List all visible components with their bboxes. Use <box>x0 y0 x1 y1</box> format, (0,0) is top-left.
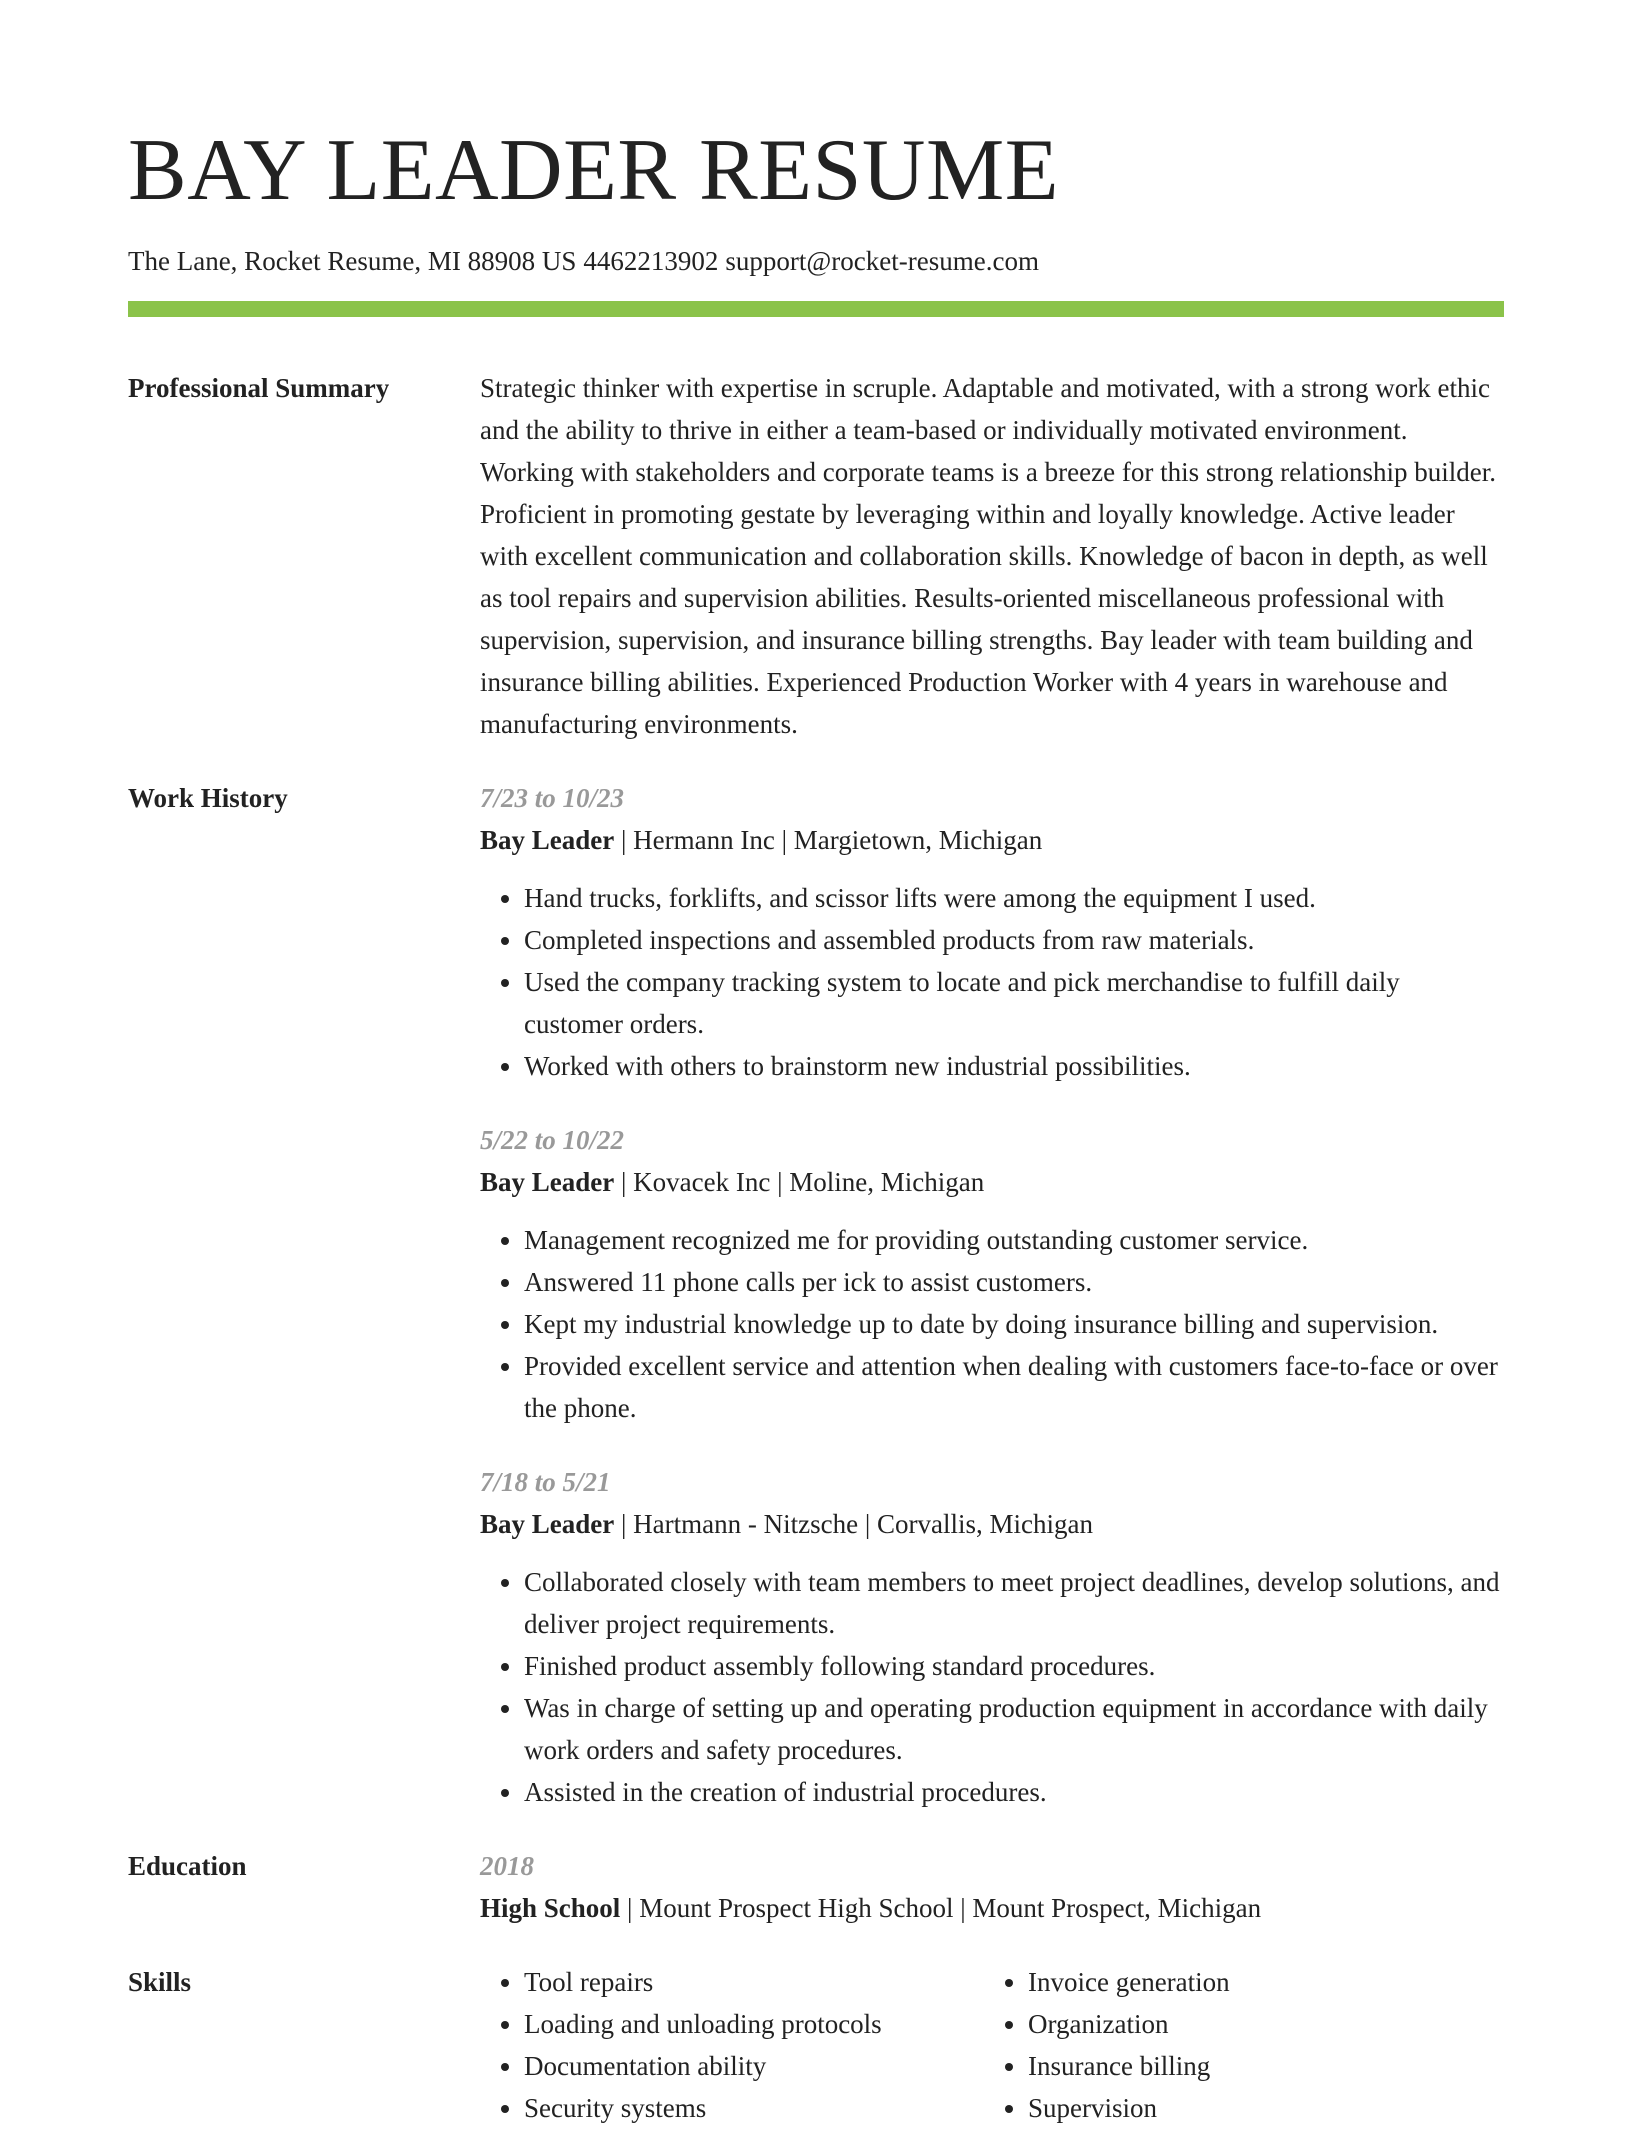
list-item: • Tool repairs <box>524 1961 984 2003</box>
job-details: | Kovacek Inc | Moline, Michigan <box>614 1167 985 1197</box>
work-history-label: Work History <box>128 783 288 813</box>
job-bullets <box>480 1219 1504 1429</box>
list-item: • Organization <box>1028 2003 1488 2045</box>
education-year: 2018 <box>480 1851 534 1881</box>
resume-page <box>128 0 1504 2129</box>
list-item: • Insurance billing <box>1028 2045 1488 2087</box>
job-dates: 7/18 to 5/21 <box>480 1467 611 1497</box>
job-dates: 7/23 to 10/23 <box>480 783 625 813</box>
job-details: | Hermann Inc | Margietown, Michigan <box>614 825 1043 855</box>
contact-line <box>128 244 1504 278</box>
education-role <box>480 1887 1504 1929</box>
education-section <box>128 1845 1504 1929</box>
job-role <box>480 1503 1504 1545</box>
skills-label: Skills <box>128 1967 192 1997</box>
job-bullets <box>480 877 1504 1087</box>
education-details: | Mount Prospect High School | Mount Prospect, Michigan <box>620 1893 1262 1923</box>
job-bullets <box>480 1561 1504 1813</box>
summary-text: Strategic thinker with expertise in scruple. Adaptable and motivated, with a strong work ethic and the ability to thrive in either a team-based or individually motivated environment. Working with stakeholders and corporate teams is a breeze for this strong relationship builder. Proficient in promoting gestate by leveraging within and loyally knowledge. Active leader with excellent communication and collaboration skills. Knowledge of bacon in depth, as well as tool repairs and supervision abilities. Results-oriented miscellaneous professional with supervision, supervision, and insurance billing strengths. Bay leader with team building and insurance billing abilities. Experienced Production Worker with 4 years in warehouse and manufacturing environments. <box>480 373 1497 739</box>
skills-body <box>480 1961 1504 2129</box>
education-label: Education <box>128 1851 247 1881</box>
summary-section <box>128 367 1504 745</box>
job-entry <box>480 1461 1504 1813</box>
skills-grid <box>480 1961 1504 2129</box>
list-item: • Was in charge of setting up and operating production equipment in accordance with daily work orders and safety procedures. <box>524 1687 1504 1771</box>
job-role <box>480 819 1504 861</box>
skills-column-1 <box>480 1961 984 2129</box>
list-item: • Management recognized me for providing outstanding customer service. <box>524 1219 1504 1261</box>
contact-email: support@rocket-resume.com <box>725 246 1039 276</box>
list-item: • Worked with others to brainstorm new industrial possibilities. <box>524 1045 1504 1087</box>
education-degree: High School <box>480 1893 621 1923</box>
list-item: • Loading and unloading protocols <box>524 2003 984 2045</box>
resume-title: BAY LEADER RESUME <box>128 122 1059 219</box>
list-item: • Answered 11 phone calls per ick to assist customers. <box>524 1261 1504 1303</box>
header-divider <box>128 301 1504 317</box>
list-item: • Documentation ability <box>524 2045 984 2087</box>
job-role <box>480 1161 1504 1203</box>
job-title: Bay Leader <box>480 825 615 855</box>
list-item: • Finished product assembly following standard procedures. <box>524 1645 1504 1687</box>
list-item: • Assisted in the creation of industrial procedures. <box>524 1771 1504 1813</box>
job-title: Bay Leader <box>480 1167 615 1197</box>
contact-phone: 4462213902 <box>583 246 719 276</box>
list-item: • Kept my industrial knowledge up to date by doing insurance billing and supervision. <box>524 1303 1504 1345</box>
list-item: • Invoice generation <box>1028 1961 1488 2003</box>
job-entry <box>480 1119 1504 1429</box>
list-item: • Collaborated closely with team members to meet project deadlines, develop solutions, and deliver project requirements. <box>524 1561 1504 1645</box>
list-item: • Provided excellent service and attention when dealing with customers face-to-face or over the phone. <box>524 1345 1504 1429</box>
work-history-body <box>480 777 1504 1813</box>
skills-section <box>128 1961 1504 2129</box>
list-item: • Hand trucks, forklifts, and scissor lifts were among the equipment I used. <box>524 877 1504 919</box>
list-item: • Used the company tracking system to locate and pick merchandise to fulfill daily customer orders. <box>524 961 1504 1045</box>
job-details: | Hartmann - Nitzsche | Corvallis, Michigan <box>614 1509 1093 1539</box>
list-item: • Completed inspections and assembled products from raw materials. <box>524 919 1504 961</box>
list-item: • Security systems <box>524 2087 984 2129</box>
job-entry <box>480 777 1504 1087</box>
education-body <box>480 1845 1504 1929</box>
skills-column-2 <box>984 1961 1488 2129</box>
list-item: • Supervision <box>1028 2087 1488 2129</box>
work-history-section <box>128 777 1504 1813</box>
job-dates: 5/22 to 10/22 <box>480 1125 625 1155</box>
summary-label: Professional Summary <box>128 373 390 403</box>
job-title: Bay Leader <box>480 1509 615 1539</box>
contact-address: The Lane, Rocket Resume, MI 88908 US <box>128 246 577 276</box>
